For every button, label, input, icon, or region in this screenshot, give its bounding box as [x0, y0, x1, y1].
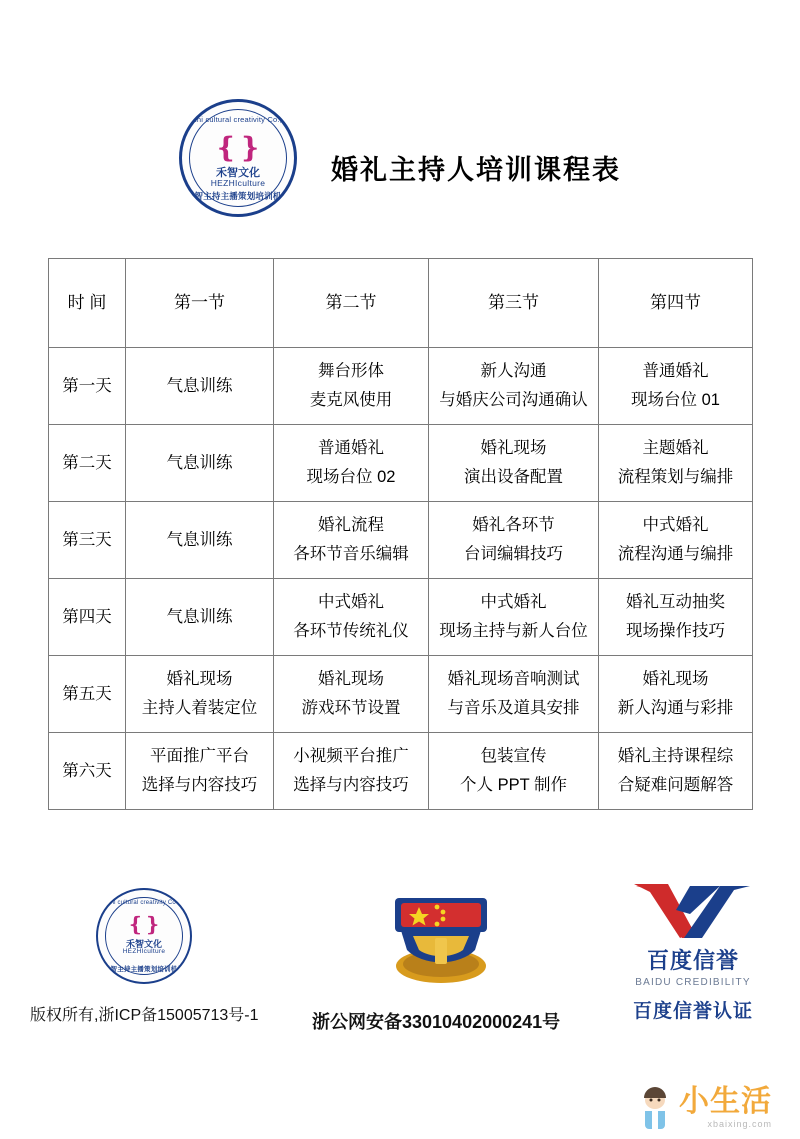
cell-session-3: 婚礼各环节 台词编辑技巧 [429, 502, 599, 579]
row-day-label: 第五天 [49, 656, 126, 733]
baidu-name-en: BAIDU CREDIBILITY [635, 977, 751, 988]
cell-session-3: 婚礼现场 演出设备配置 [429, 425, 599, 502]
cell-session-1: 婚礼现场 主持人着装定位 [126, 656, 274, 733]
cell-session-4: 中式婚礼 流程沟通与编排 [599, 502, 753, 579]
column-header-session-4: 第四节 [599, 259, 753, 348]
table-row [49, 733, 753, 810]
seal-brand-mark-icon: ❴❵ [214, 131, 262, 164]
watermark-main-text: 小生活 [679, 1085, 772, 1118]
cell-session-1: 平面推广平台 选择与内容技巧 [126, 733, 274, 810]
document-header [0, 104, 800, 224]
copyright-text: 版权所有,浙ICP备15005713号-1 [30, 1007, 259, 1024]
seal-brand-mark-icon: ❴❵ [127, 912, 161, 936]
cell-session-3: 中式婚礼 现场主持与新人台位 [429, 579, 599, 656]
footer-company-seal [96, 888, 192, 984]
baidu-name-cn: 百度信誉 [646, 948, 739, 973]
table-row [49, 656, 753, 733]
cell-session-1: 气息训练 [126, 348, 274, 425]
seal-brand-cn: 禾智文化 [125, 939, 162, 949]
row-day-label: 第二天 [49, 425, 126, 502]
cell-session-2: 舞台形体 麦克风使用 [274, 348, 429, 425]
cell-session-4: 普通婚礼 现场台位 01 [599, 348, 753, 425]
document-footer [0, 880, 800, 1060]
cell-session-2: 小视频平台推广 选择与内容技巧 [274, 733, 429, 810]
cell-session-2: 中式婚礼 各环节传统礼仪 [274, 579, 429, 656]
column-header-session-1: 第一节 [126, 259, 274, 348]
table-row [49, 348, 753, 425]
page-title: 婚礼主持人培训课程表 [331, 154, 621, 185]
cell-session-3: 婚礼现场音响测试 与音乐及道具安排 [429, 656, 599, 733]
cell-session-3: 新人沟通 与婚庆公司沟通确认 [429, 348, 599, 425]
seal-arc-bottom-text: 禾智主持主播策划培训机构 [185, 191, 291, 201]
column-header-session-3: 第三节 [429, 259, 599, 348]
cell-session-1: 气息训练 [126, 502, 274, 579]
cell-session-2: 婚礼流程 各环节音乐编辑 [274, 502, 429, 579]
column-header-time: 时 间 [49, 259, 126, 348]
company-logo [179, 99, 309, 229]
seal-brand-en: HEZHIculture [122, 948, 166, 955]
row-day-label: 第三天 [49, 502, 126, 579]
cell-session-4: 主题婚礼 流程策划与编排 [599, 425, 753, 502]
cell-session-4: 婚礼互动抽奖 现场操作技巧 [599, 579, 753, 656]
row-day-label: 第四天 [49, 579, 126, 656]
seal-arc-top-text: Hezhi cultural creativity Co.,Ltd [99, 900, 189, 906]
cell-session-1: 气息训练 [126, 425, 274, 502]
cell-session-4: 婚礼现场 新人沟通与彩排 [599, 656, 753, 733]
row-day-label: 第一天 [49, 348, 126, 425]
police-emblem-icon [385, 880, 497, 988]
cell-session-1: 气息训练 [126, 579, 274, 656]
watermark-sub-text: xbaixing.com [707, 1119, 772, 1129]
baidu-v-icon [608, 880, 778, 942]
baidu-credibility-badge [608, 880, 778, 1023]
seal-arc-top-text: Hezhi cultural creativity Co.,Ltd [183, 115, 293, 124]
seal-arc-bottom-text: 禾智主持主播策划培训机构 [103, 966, 185, 973]
cell-session-3: 包装宣传 个人 PPT 制作 [429, 733, 599, 810]
mascot-icon [635, 1087, 675, 1129]
table-row [49, 579, 753, 656]
watermark [635, 1087, 772, 1129]
row-day-label: 第六天 [49, 733, 126, 810]
column-header-session-2: 第二节 [274, 259, 429, 348]
cell-session-2: 婚礼现场 游戏环节设置 [274, 656, 429, 733]
police-record-text: 浙公网安备33010402000241号 [312, 1012, 561, 1032]
company-seal-icon [179, 99, 297, 217]
seal-brand-cn: 禾智文化 [216, 167, 260, 179]
cell-session-2: 普通婚礼 现场台位 02 [274, 425, 429, 502]
table-header-row [49, 259, 753, 348]
table-row [49, 425, 753, 502]
cell-session-4: 婚礼主持课程综 合疑难问题解答 [599, 733, 753, 810]
baidu-certified-text: 百度信誉认证 [632, 1001, 753, 1022]
company-seal-icon-small [96, 888, 192, 984]
course-schedule-table [48, 258, 753, 810]
table-row [49, 502, 753, 579]
seal-brand-en: HEZHIculture [210, 178, 266, 188]
